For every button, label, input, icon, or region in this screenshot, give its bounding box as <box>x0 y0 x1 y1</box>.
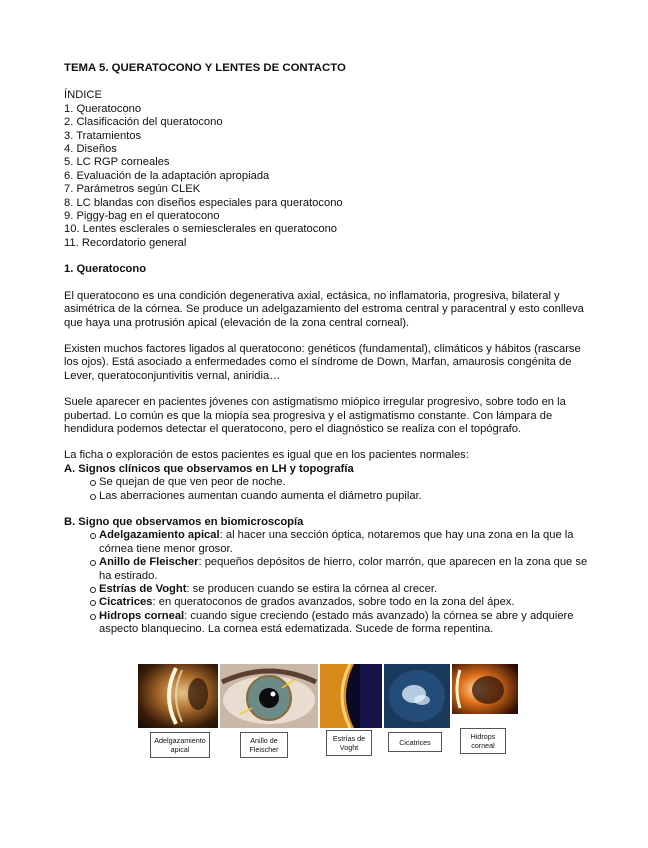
caption-estrias-voght: Estrías de Voght <box>326 730 372 756</box>
clinical-signs-list <box>64 476 588 503</box>
index-item: 9. Piggy-bag en el queratocono <box>64 210 220 223</box>
caption-anillo-fleischer: Anillo de Fleischer <box>240 732 288 758</box>
term-description: : al hacer una sección óptica, notaremos que hay una zona en la que la córnea tiene menor grosor. <box>99 529 574 555</box>
index-item: 10. Lentes esclerales o semiesclerales en queratocono <box>64 223 338 236</box>
term: Hidrops corneal <box>99 609 185 622</box>
index-item: 3. Tratamientos <box>64 129 142 142</box>
list-item <box>91 610 588 637</box>
index-list <box>64 103 588 250</box>
subheading-biomicroscopy: B. Signo que observamos en biomicroscopía <box>64 515 304 528</box>
list-item <box>91 596 588 609</box>
index-item: 11. Recordatorio general <box>64 236 187 249</box>
list-item <box>91 529 588 556</box>
document-title: TEMA 5. QUERATOCONO Y LENTES DE CONTACTO <box>64 62 346 74</box>
photo-anillo-fleischer <box>220 664 318 728</box>
term-description: : cuando sigue creciendo (estado más avanzado) la córnea se abre y adquiere aspecto blanquecino. La cornea está edematizada. Sucede de forma repentina. <box>99 609 574 636</box>
index-item: 1. Queratocono <box>64 102 142 115</box>
index-item: 7. Parámetros según CLEK <box>64 183 201 196</box>
index-item: 6. Evaluación de la adaptación apropiada <box>64 169 270 182</box>
index-item: 8. LC blandas con diseños especiales para queratocono <box>64 196 343 209</box>
term: Cicatrices <box>99 596 153 609</box>
photo-cicatrices <box>384 664 450 728</box>
photo-adelgazamiento-apical <box>138 664 218 728</box>
term-description: : pequeños depósitos de hierro, color marrón, que aparecen en la zona que se ha estirado. <box>99 556 588 582</box>
photo-hidrops-corneal <box>452 664 518 714</box>
paragraph-factors: Existen muchos factores ligados al queratocono: genéticos (fundamental), climáticos y hábitos (rascarse los ojos). Está asociado a enfermedades como el síndrome de Down, Marfan, amaurosis congénita de Lever, queratoconjuntivitis vernal, aniridia… <box>64 342 581 382</box>
paragraph-definition: El queratocono es una condición degenerativa axial, ectásica, no inflamatoria, progresiva, bilateral y asimétrica de la córnea. Se produce un adelgazamiento del estroma central y paracentral y esto conlleva que haya una protrusión apical (elevación de la zona central corneal). <box>64 289 584 329</box>
term: Adelgazamiento apical <box>99 529 220 542</box>
caption-adelgazamiento-apical: Adelgazamiento apical <box>150 732 210 758</box>
index-item: 2. Clasificación del queratocono <box>64 116 223 129</box>
photo-estrias-voght <box>320 664 382 728</box>
term-description: : en queratoconos de grados avanzados, sobre todo en la zona del ápex. <box>152 596 515 609</box>
list-item: Se quejan de que ven peor de noche. <box>91 476 588 489</box>
index-item: 4. Diseños <box>64 143 117 156</box>
index-item: 5. LC RGP corneales <box>64 156 170 169</box>
index-heading: ÍNDICE <box>64 89 102 102</box>
document-page <box>64 62 588 637</box>
subheading-clinical-signs: A. Signos clínicos que observamos en LH y topografía <box>64 462 354 475</box>
list-item <box>91 583 588 596</box>
term-description: : se producen cuando se estira la córnea al crecer. <box>186 583 438 595</box>
list-item <box>91 556 588 583</box>
caption-hidrops-corneal: Hidrops corneal <box>460 728 506 754</box>
term: Estrías de Voght <box>99 583 187 595</box>
list-item: Las aberraciones aumentan cuando aumenta el diámetro pupilar. <box>91 490 588 503</box>
paragraph-exploration: La ficha o exploración de estos pacientes es igual que en los pacientes normales: <box>64 449 469 462</box>
term: Anillo de Fleischer <box>99 556 199 569</box>
paragraph-onset: Suele aparecer en pacientes jóvenes con astigmatismo miópico irregular progresivo, sobre todo en la pubertad. Lo común es que la miopía sea progresiva y el astigmatismo constante. Con lámpara de hendidura podemos detectar el queratocono, pero el diagnóstico se realiza con el topógrafo. <box>64 396 566 435</box>
section-heading: 1. Queratocono <box>64 263 147 276</box>
biomicroscopy-list <box>64 529 588 636</box>
figure-strip <box>138 664 518 764</box>
caption-cicatrices: Cicatrices <box>388 732 442 752</box>
